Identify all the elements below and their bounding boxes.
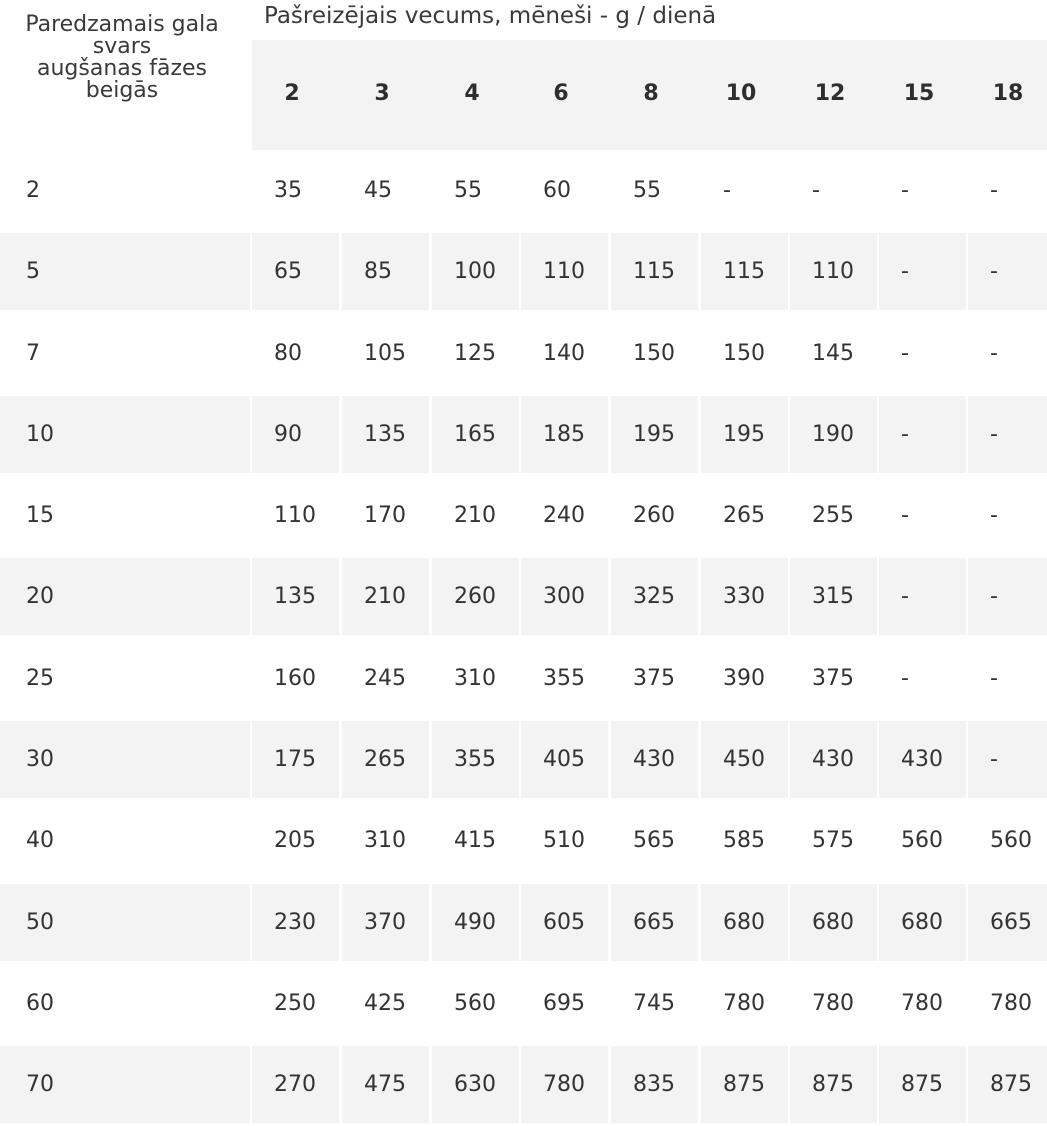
value-cell: 310 bbox=[454, 665, 496, 691]
value-cell: - bbox=[968, 721, 1047, 798]
corner-label bbox=[0, 14, 244, 102]
weight-cell: 25 bbox=[26, 665, 54, 691]
value-cell: 195 bbox=[611, 396, 698, 473]
table-row bbox=[0, 394, 1047, 475]
value-cell: 560 bbox=[901, 828, 943, 854]
age-column-header: 18 bbox=[992, 81, 1024, 106]
value-cell: 560 bbox=[454, 990, 496, 1016]
value-cell: 115 bbox=[611, 233, 698, 310]
value-cell: 695 bbox=[543, 990, 585, 1016]
table-row bbox=[0, 638, 1047, 719]
value-cell: 210 bbox=[454, 503, 496, 529]
value-cell: 780 bbox=[723, 990, 765, 1016]
age-column-header: 2 bbox=[284, 81, 300, 106]
value-cell: 680 bbox=[879, 884, 966, 961]
value-cell: 60 bbox=[543, 178, 571, 203]
value-cell: 170 bbox=[364, 503, 406, 529]
weight-cell: 20 bbox=[0, 558, 250, 635]
value-cell: 680 bbox=[701, 884, 788, 961]
value-cell: 315 bbox=[790, 558, 877, 635]
value-cell: 875 bbox=[968, 1046, 1047, 1123]
weight-cell: 40 bbox=[26, 828, 54, 854]
value-cell: - bbox=[990, 340, 998, 366]
value-cell: 415 bbox=[454, 828, 496, 854]
value-cell: 605 bbox=[521, 884, 608, 961]
table-row bbox=[0, 1044, 1047, 1125]
value-cell: 255 bbox=[812, 503, 854, 529]
value-cell: 135 bbox=[252, 558, 339, 635]
value-cell: 560 bbox=[990, 828, 1032, 854]
value-cell: 45 bbox=[364, 178, 392, 203]
weight-cell: 5 bbox=[0, 233, 250, 310]
value-cell: - bbox=[879, 558, 966, 635]
value-cell: 90 bbox=[252, 396, 339, 473]
value-cell: 35 bbox=[274, 178, 302, 203]
value-cell: 190 bbox=[790, 396, 877, 473]
value-cell: - bbox=[968, 396, 1047, 473]
table-row bbox=[0, 963, 1047, 1044]
value-cell: 165 bbox=[432, 396, 519, 473]
value-cell: 835 bbox=[611, 1046, 698, 1123]
header-band bbox=[252, 40, 1047, 150]
value-cell: 355 bbox=[543, 665, 585, 691]
value-cell: 240 bbox=[543, 503, 585, 529]
value-cell: 110 bbox=[274, 503, 316, 529]
value-cell: - bbox=[901, 178, 909, 203]
value-cell: 630 bbox=[432, 1046, 519, 1123]
value-cell: 780 bbox=[521, 1046, 608, 1123]
value-cell: 680 bbox=[790, 884, 877, 961]
table-row bbox=[0, 231, 1047, 312]
weight-cell: 50 bbox=[0, 884, 250, 961]
weight-cell: 30 bbox=[0, 721, 250, 798]
value-cell: 265 bbox=[723, 503, 765, 529]
corner-label-line: beigās bbox=[85, 78, 159, 103]
value-cell: - bbox=[990, 178, 998, 203]
table-row bbox=[0, 800, 1047, 881]
value-cell: - bbox=[879, 233, 966, 310]
table-row bbox=[0, 556, 1047, 637]
corner-label-line: svars bbox=[92, 34, 152, 59]
value-cell: 195 bbox=[701, 396, 788, 473]
age-column-header: 3 bbox=[374, 81, 390, 106]
value-cell: 665 bbox=[968, 884, 1047, 961]
value-cell: 125 bbox=[454, 340, 496, 366]
value-cell: 330 bbox=[701, 558, 788, 635]
value-cell: 665 bbox=[611, 884, 698, 961]
value-cell: 490 bbox=[432, 884, 519, 961]
table-row bbox=[0, 719, 1047, 800]
weight-cell: 70 bbox=[0, 1046, 250, 1123]
value-cell: 85 bbox=[342, 233, 429, 310]
age-column-header: 4 bbox=[464, 81, 480, 106]
value-cell: 450 bbox=[701, 721, 788, 798]
weight-cell: 60 bbox=[26, 990, 54, 1016]
weight-cell: 10 bbox=[0, 396, 250, 473]
value-cell: 145 bbox=[812, 340, 854, 366]
value-cell: 375 bbox=[633, 665, 675, 691]
value-cell: 355 bbox=[432, 721, 519, 798]
value-cell: 375 bbox=[812, 665, 854, 691]
table-row bbox=[0, 882, 1047, 963]
corner-label-line: augšanas fāzes bbox=[37, 56, 207, 81]
value-cell: - bbox=[968, 233, 1047, 310]
value-cell: 260 bbox=[633, 503, 675, 529]
age-column-header: 15 bbox=[903, 81, 935, 106]
age-column-header: 10 bbox=[725, 81, 757, 106]
value-cell: - bbox=[901, 665, 909, 691]
value-cell: 510 bbox=[543, 828, 585, 854]
value-cell: 325 bbox=[611, 558, 698, 635]
value-cell: 390 bbox=[723, 665, 765, 691]
value-cell: - bbox=[990, 503, 998, 529]
weight-cell: 2 bbox=[26, 178, 40, 203]
value-cell: - bbox=[901, 340, 909, 366]
value-cell: 110 bbox=[521, 233, 608, 310]
value-cell: 55 bbox=[454, 178, 482, 203]
value-cell: 260 bbox=[432, 558, 519, 635]
value-cell: 565 bbox=[633, 828, 675, 854]
value-cell: 175 bbox=[252, 721, 339, 798]
value-cell: - bbox=[901, 503, 909, 529]
age-column-header: 12 bbox=[814, 81, 846, 106]
value-cell: - bbox=[990, 665, 998, 691]
value-cell: 585 bbox=[723, 828, 765, 854]
data-rows bbox=[0, 150, 1047, 1126]
value-cell: 780 bbox=[812, 990, 854, 1016]
value-cell: 150 bbox=[633, 340, 675, 366]
age-column-header: 8 bbox=[643, 81, 659, 106]
value-cell: 780 bbox=[990, 990, 1032, 1016]
age-caption: Pašreizējais vecums, mēneši - g / dienā bbox=[264, 3, 717, 29]
value-cell: 270 bbox=[252, 1046, 339, 1123]
value-cell: 780 bbox=[901, 990, 943, 1016]
value-cell: 65 bbox=[252, 233, 339, 310]
value-cell: 150 bbox=[723, 340, 765, 366]
value-cell: 370 bbox=[342, 884, 429, 961]
value-cell: 475 bbox=[342, 1046, 429, 1123]
value-cell: 875 bbox=[879, 1046, 966, 1123]
value-cell: 425 bbox=[364, 990, 406, 1016]
value-cell: 405 bbox=[521, 721, 608, 798]
value-cell: 210 bbox=[342, 558, 429, 635]
value-cell: 575 bbox=[812, 828, 854, 854]
weight-cell: 15 bbox=[26, 503, 54, 529]
value-cell: 745 bbox=[633, 990, 675, 1016]
value-cell: 135 bbox=[342, 396, 429, 473]
value-cell: 875 bbox=[790, 1046, 877, 1123]
value-cell: 245 bbox=[364, 665, 406, 691]
table-row bbox=[0, 313, 1047, 394]
value-cell: 230 bbox=[252, 884, 339, 961]
value-cell: - bbox=[812, 178, 820, 203]
value-cell: 430 bbox=[611, 721, 698, 798]
value-cell: - bbox=[968, 558, 1047, 635]
value-cell: 250 bbox=[274, 990, 316, 1016]
value-cell: 205 bbox=[274, 828, 316, 854]
value-cell: 300 bbox=[521, 558, 608, 635]
value-cell: 140 bbox=[543, 340, 585, 366]
table-row bbox=[0, 150, 1047, 231]
value-cell: 105 bbox=[364, 340, 406, 366]
value-cell: - bbox=[879, 396, 966, 473]
value-cell: 80 bbox=[274, 340, 302, 366]
value-cell: 100 bbox=[432, 233, 519, 310]
value-cell: 115 bbox=[701, 233, 788, 310]
value-cell: 55 bbox=[633, 178, 661, 203]
corner-label-line: Paredzamais gala bbox=[25, 12, 219, 37]
value-cell: 185 bbox=[521, 396, 608, 473]
value-cell: 430 bbox=[879, 721, 966, 798]
value-cell: 310 bbox=[364, 828, 406, 854]
value-cell: 430 bbox=[790, 721, 877, 798]
value-cell: 160 bbox=[274, 665, 316, 691]
value-cell: 875 bbox=[701, 1046, 788, 1123]
value-cell: 265 bbox=[342, 721, 429, 798]
value-cell: - bbox=[723, 178, 731, 203]
age-column-header: 6 bbox=[553, 81, 569, 106]
table-row bbox=[0, 475, 1047, 556]
value-cell: 110 bbox=[790, 233, 877, 310]
weight-cell: 7 bbox=[26, 340, 40, 366]
